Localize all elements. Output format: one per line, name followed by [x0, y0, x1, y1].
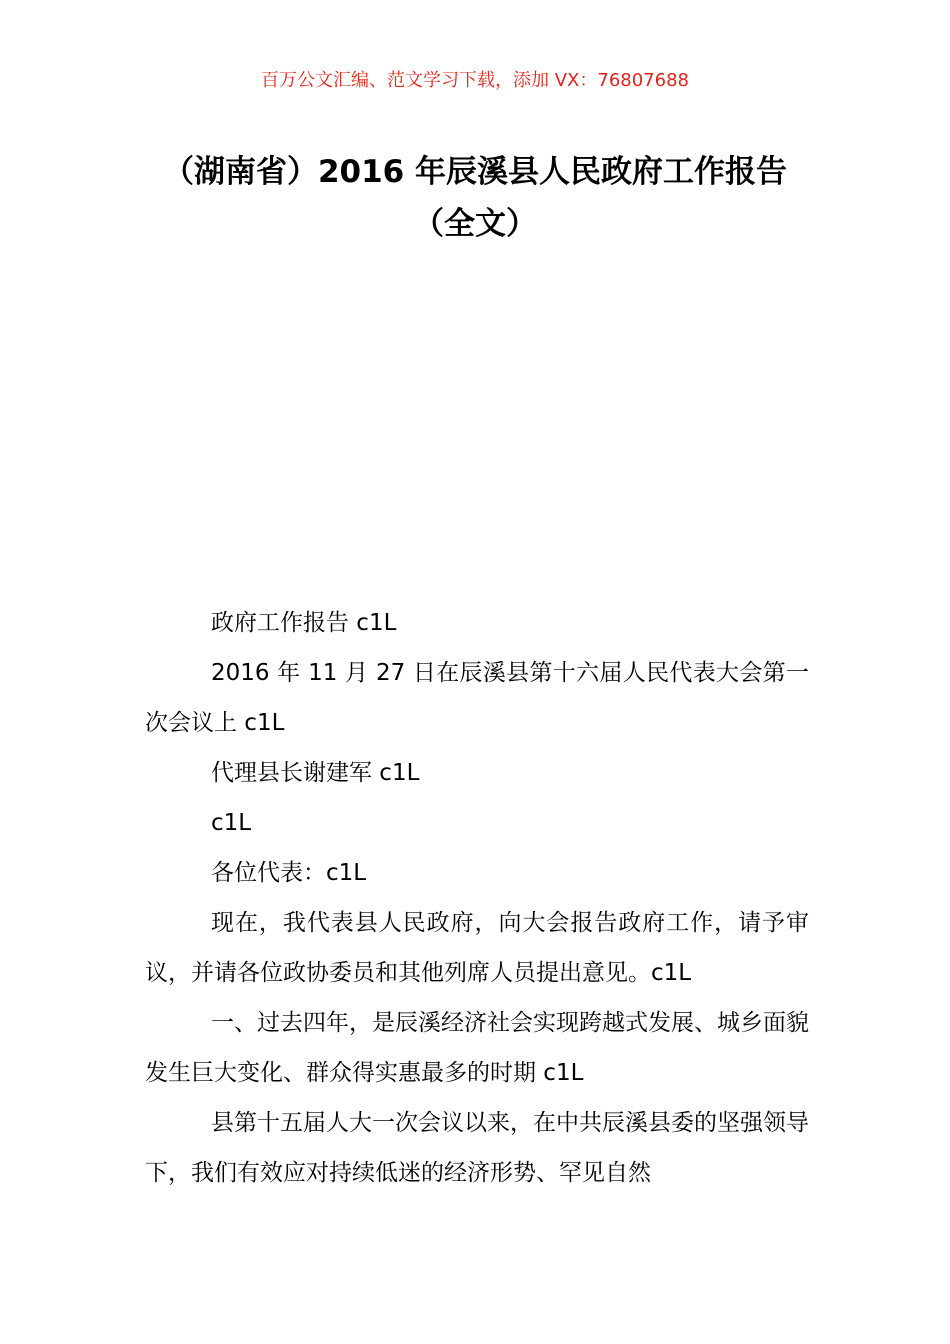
- paragraph-report-label: 政府工作报告 c1L: [211, 610, 397, 636]
- paragraph-empty-marker: c1L: [211, 810, 252, 836]
- document-body: [145, 598, 809, 1198]
- paragraph-section-heading: 一、过去四年，是辰溪经济社会实现跨越式发展、城乡面貌发生巨大变化、群众得实惠最多的时期 c1L: [145, 1010, 809, 1086]
- document-title: （湖南省）2016 年辰溪县人民政府工作报告（全文）: [162, 154, 788, 242]
- paragraph-salutation: 各位代表：c1L: [211, 860, 367, 886]
- paragraph-introduction: 现在，我代表县人民政府，向大会报告政府工作，请予审议，并请各位政协委员和其他列席人员提出意见。c1L: [145, 910, 809, 986]
- paragraph-summary-start: 县第十五届人大一次会议以来，在中共辰溪县委的坚强领导下，我们有效应对持续低迷的经济形势、罕见自然: [145, 1110, 809, 1186]
- header-note: 百万公文汇编、范文学习下载，添加 VX：76807688: [261, 70, 689, 91]
- paragraph-speaker: 代理县长谢建军 c1L: [211, 760, 420, 786]
- paragraph-meeting-date: 2016 年 11 月 27 日在辰溪县第十六届人民代表大会第一次会议上 c1L: [145, 660, 809, 736]
